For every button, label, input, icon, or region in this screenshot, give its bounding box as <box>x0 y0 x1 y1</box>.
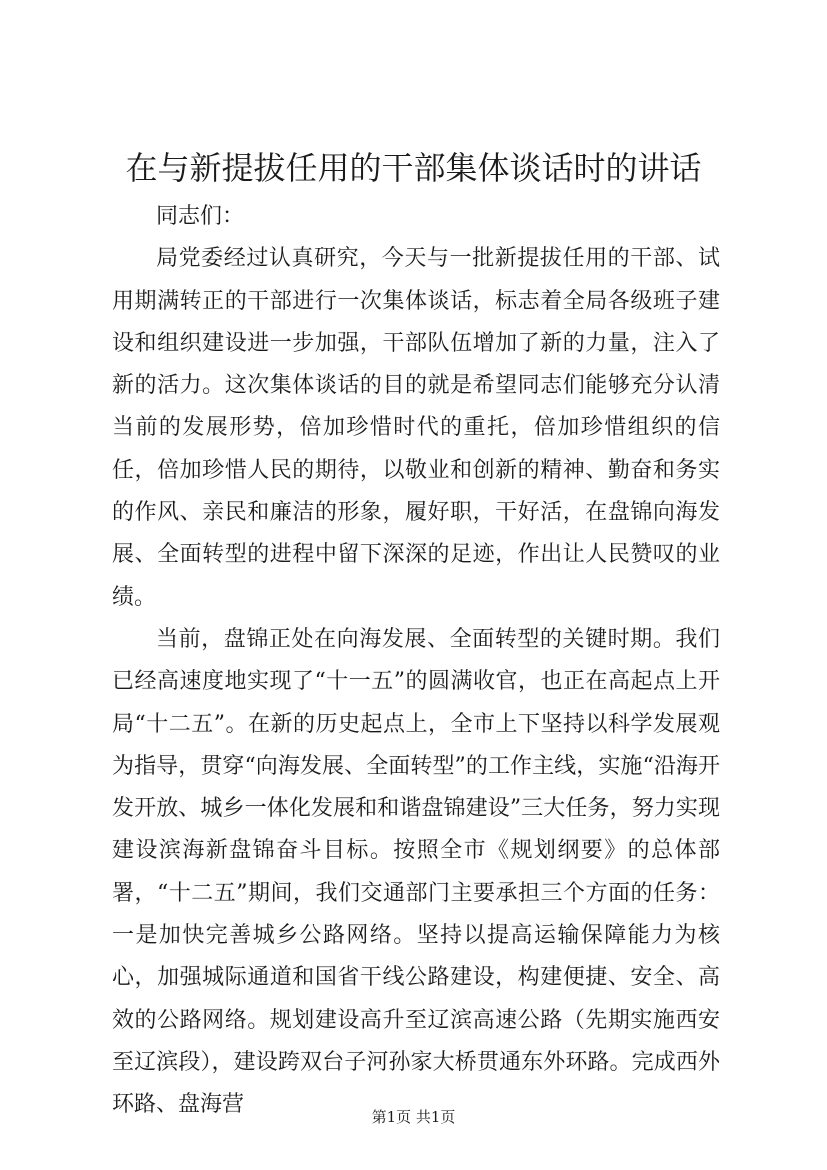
document-title: 在与新提拔任用的干部集体谈话时的讲话 <box>125 149 702 187</box>
salutation-paragraph: 同志们： <box>156 204 245 229</box>
body-paragraph: 当前，盘锦正处在向海发展、全面转型的关键时期。我们已经高速度地实现了“十一五”的圆满收官，也正在高起点上开局“十二五”。在新的历史起点上，全市上下坚持以科学发展观为指导，贯穿“向海发展、全面转型”的工作主线，实施“沿海开发开放、城乡一体化发展和和谐盘锦建设”三大任务，努力实现建设滨海新盘锦奋斗目标。按照全市《规划纲要》的总体部署，“十二五”期间，我们交通部门主要承担三个方面的任务：一是加快完善城乡公路网络。坚持以提高运输保障能力为核心，加强城际通道和国省干线公路建设，构建便捷、安全、高效的公路网络。规划建设高升至辽滨高速公路（先期实施西安至辽滨段），建设跨双台子河孙家大桥贯通东外环路。完成西外环路、盘海营 <box>112 626 720 1118</box>
body-paragraph: 局党委经过认真研究，今天与一批新提拔任用的干部、试用期满转正的干部进行一次集体谈话，标志着全局各级班子建设和组织建设进一步加强，干部队伍增加了新的力量，注入了新的活力。这次集体谈话的目的就是希望同志们能够充分认清当前的发展形势，倍加珍惜时代的重托，倍加珍惜组织的信任，倍加珍惜人民的期待，以敬业和创新的精神、勤奋和务实的作风、亲民和廉洁的形象，履好职，干好活，在盘锦向海发展、全面转型的进程中留下深深的足迹，作出让人民赞叹的业绩。 <box>112 246 720 610</box>
page-footer: 第1页 共1页 <box>371 1108 456 1126</box>
document-body <box>112 196 720 1127</box>
